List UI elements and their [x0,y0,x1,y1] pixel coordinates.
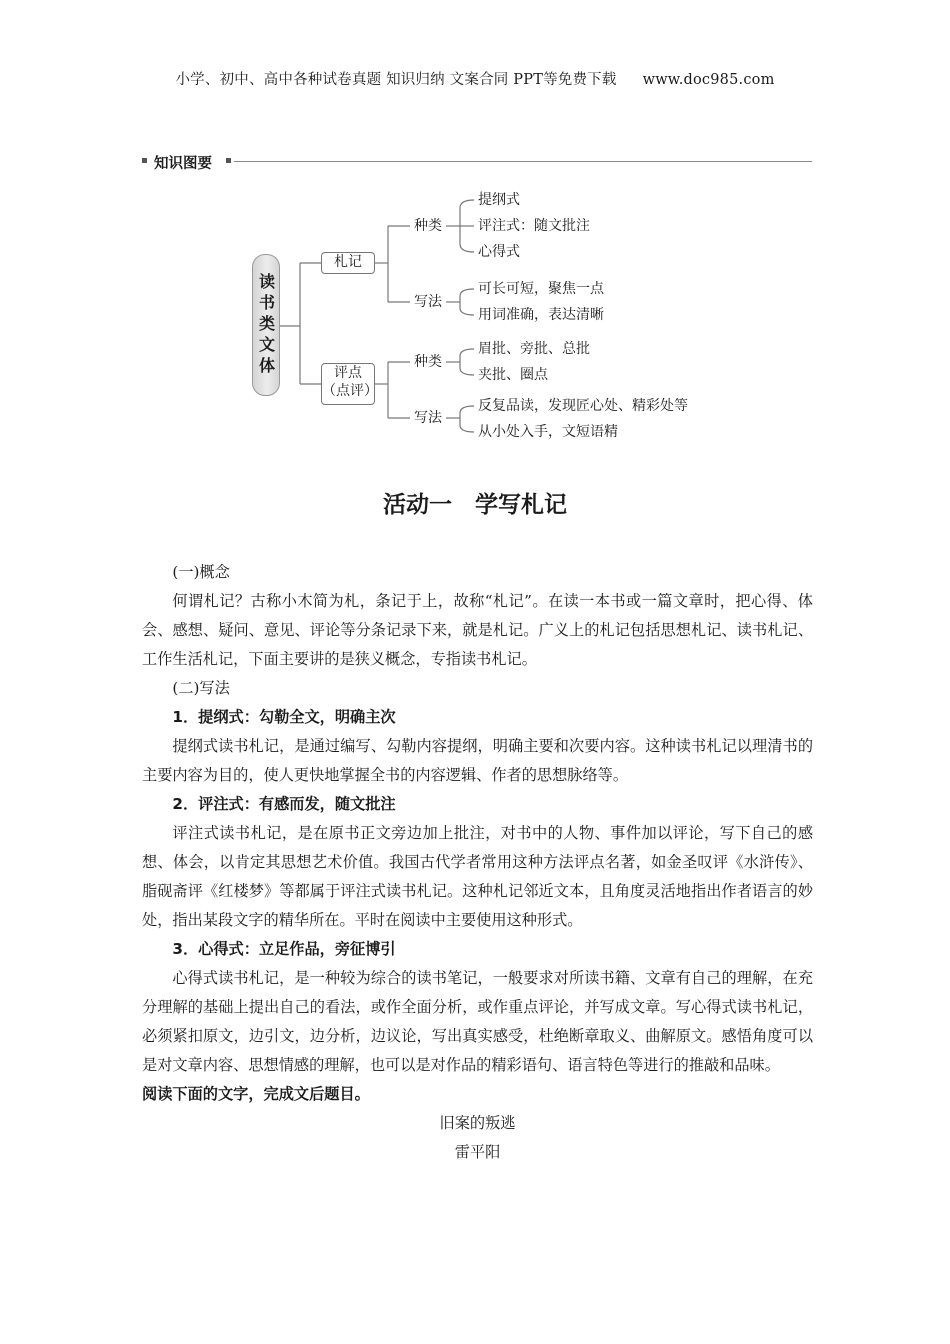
method3-heading: 3．心得式：立足作品，旁征博引 [172,940,396,958]
leaf-item: 心得式 [478,244,520,260]
leaf-item: 评注式：随文批注 [478,218,590,234]
method2-paragraph: 评注式读书札记，是在原书正文旁边加上批注，对书中的人物、事件加以评论，写下自己的感想、体会，以肯定其思想艺术价值。我国古代学者常用这种方法评点名著，如金圣叹评《水浒传》、脂砚斋评《红楼梦》等都属于评注式读书札记。这种札记邻近文本，且角度灵活地指出作者语言的妙处，指出某段文字的精华所在。平时在阅读中主要使用这种形式。 [142,824,813,929]
mindmap-root [252,254,280,396]
section-title: 知识图要 [154,156,212,172]
group-label: 种类 [414,218,442,234]
page-header [0,68,950,89]
method1-heading: 1．提纲式：勾勒全文，明确主次 [172,708,396,726]
story-author: 雷平阳 [454,1143,501,1161]
method-heading: (二)写法 [172,679,230,697]
leaf-item: 用词准确，表达清晰 [478,307,604,323]
method1-paragraph: 提纲式读书札记，是通过编写、勾勒内容提纲，明确主要和次要内容。这种读书札记以理清书的主要内容为目的，使人更快地掌握全书的内容逻辑、作者的思想脉络等。 [142,737,813,784]
leaf-item: 夹批、圈点 [478,367,548,383]
bullet-square-icon [226,158,231,163]
section-rule [234,161,812,162]
concept-heading: (一)概念 [172,563,230,581]
method2-heading: 2．评注式：有感而发，随文批注 [172,795,396,813]
branch-pingdian-sublabel: （点评） [322,383,378,399]
leaf-item: 反复品读，发现匠心处、精彩处等 [478,398,688,414]
mindmap-root-label: 读书类文体 [256,272,276,378]
activity-title: 活动一 学写札记 [383,492,567,518]
leaf-item: 提纲式 [478,192,520,208]
leaf-item: 眉批、旁批、总批 [478,341,590,357]
branch-pingdian [321,363,378,405]
knowledge-mindmap [248,188,718,450]
reading-instruction: 阅读下面的文字，完成文后题目。 [142,1085,370,1103]
story-title: 旧案的叛逃 [439,1114,516,1132]
group-label: 种类 [414,354,442,370]
branch-zhaji [321,252,375,274]
article-body [142,558,813,1167]
group-label: 写法 [414,410,442,426]
branch-pingdian-label: 评点 [334,365,362,381]
group-label: 写法 [414,294,442,310]
header-url[interactable]: www.doc985.com [642,72,775,88]
section-bar [140,152,812,172]
concept-paragraph: 何谓札记？古称小木简为札，条记于上，故称“札记”。在读一本书或一篇文章时，把心得、体会、感想、疑问、意见、评论等分条记录下来，就是札记。广义上的札记包括思想札记、读书札记、工作生活札记，下面主要讲的是狭义概念，专指读书札记。 [142,592,813,668]
branch-zhaji-label: 札记 [334,254,362,270]
header-text: 小学、初中、高中各种试卷真题 知识归纳 文案合同 PPT等免费下载 [175,72,617,88]
leaf-item: 从小处入手，文短语精 [478,424,618,440]
leaf-item: 可长可短，聚焦一点 [478,281,604,297]
method3-paragraph: 心得式读书札记，是一种较为综合的读书笔记，一般要求对所读书籍、文章有自己的理解，在充分理解的基础上提出自己的看法，或作全面分析，或作重点评论，并写成文章。写心得式读书札记，必须紧扣原文，边引文，边分析，边议论，写出真实感受，杜绝断章取义、曲解原文。感悟角度可以是对文章内容、思想情感的理解，也可以是对作品的精彩语句、语言特色等进行的推敲和品味。 [142,969,813,1074]
bullet-square-icon [142,158,147,163]
